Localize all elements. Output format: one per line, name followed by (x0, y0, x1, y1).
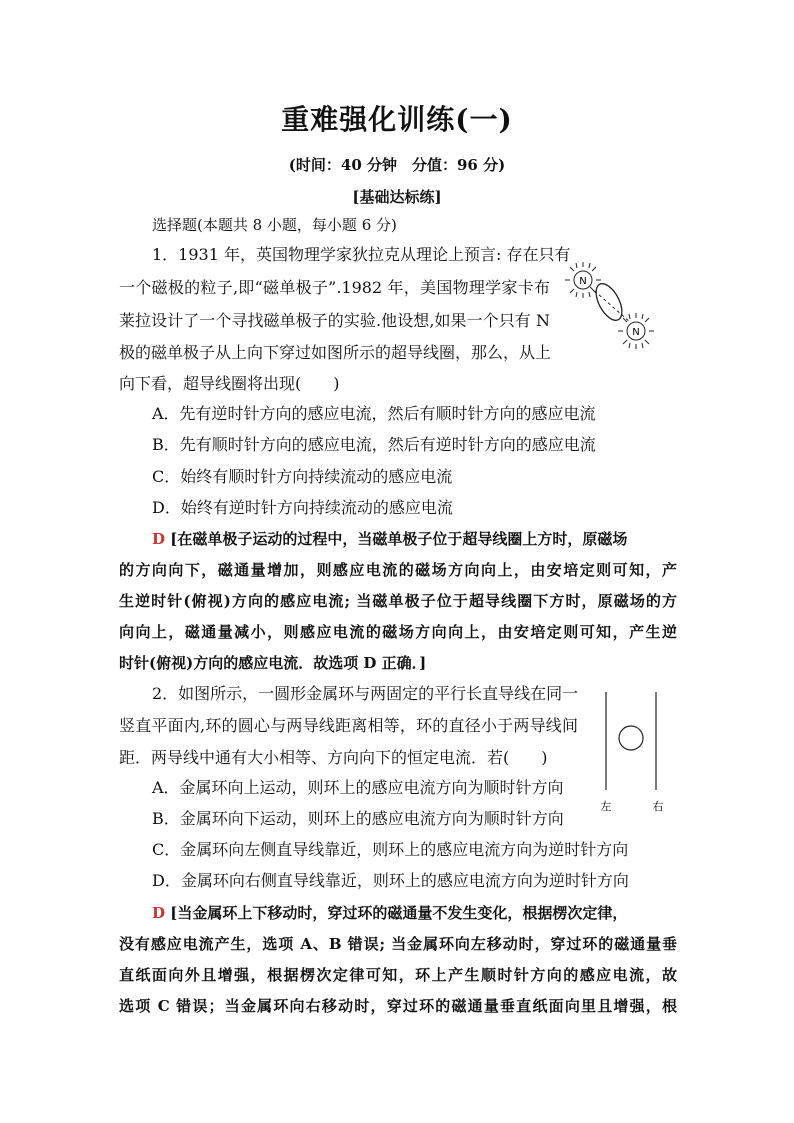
q2-stem-line: 2．如图所示，一圆形金属环与两固定的平行长直导线在同一 (152, 684, 579, 703)
q1-answer-text: [在磁单极子运动的过程中，当磁单极子位于超导线圈上方时，原磁场 (170, 530, 628, 548)
q2-stem-line: 距．两导线中通有大小相等、方向向下的恒定电流．若( ) (119, 748, 548, 767)
q1-stem-line: 极的磁单极子从上向下穿过如图所示的超导线圈，那么，从上 (119, 343, 552, 362)
q1-option-d: D．始终有逆时针方向持续流动的感应电流 (152, 498, 453, 517)
pole-label-bottom: N (632, 327, 640, 338)
q2-answer-line: 没有感应电流产生，选项 A、B 错误; 当金属环向左移动时，穿过环的磁通量垂 (119, 935, 677, 953)
q2-answer-text: [当金属环上下移动时，穿过环的磁通量不发生变化，根据楞次定律， (170, 904, 628, 922)
right-label: 右 (652, 800, 664, 813)
q1-option-b: B．先有顺时针方向的感应电流，然后有逆时针方向的感应电流 (152, 435, 596, 454)
q1-stem-line: 向下看，超导线圈将出现( ) (119, 374, 340, 393)
q1-answer-line: 的方向向下，磁通量增加，则感应电流的磁场方向向上，由安培定则可知，产 (119, 561, 677, 579)
q1-stem-line: 1．1931 年，英国物理学家狄拉克从理论上预言: 存在只有 (152, 245, 571, 264)
q1-option-a: A．先有逆时针方向的感应电流，然后有顺时针方向的感应电流 (152, 404, 596, 423)
q2-option-d: D．金属环向右侧直导线靠近，则环上的感应电流方向为逆时针方向 (152, 871, 629, 890)
q1-stem-line: 莱拉设计了一个寻找磁单极子的实验.他设想,如果一个只有 N (119, 311, 550, 330)
metal-ring (619, 726, 643, 750)
q1-answer-line: 时针(俯视)方向的感应电流．故选项 D 正确．] (119, 654, 427, 672)
q1-answer-line: 向向上，磁通量减小，则感应电流的磁场方向向上，由安培定则可知，产生逆 (119, 623, 677, 641)
q2-answer-line: 选项 C 错误；当金属环向右移动时，穿过环的磁通量垂直纸面向里且增强，根 (119, 997, 677, 1015)
q1-answer-line: 生逆时针(俯视)方向的感应电流; 当磁单极子位于超导线圈下方时，原磁场的方 (119, 592, 677, 610)
superconducting-loop (591, 280, 627, 325)
q1-stem-line: 一个磁极的粒子,即“磁单极子”.1982 年，美国物理学家卡布 (119, 278, 550, 297)
left-label: 左 (600, 800, 612, 813)
pole-label-top: N (579, 276, 587, 287)
q2-option-a: A．金属环向上运动，则环上的感应电流方向为顺时针方向 (152, 778, 564, 797)
q2-answer-line (152, 902, 627, 924)
q2-option-b: B．金属环向下运动，则环上的感应电流方向为顺时针方向 (152, 809, 564, 828)
q1-option-c: C．始终有顺时针方向持续流动的感应电流 (152, 467, 453, 486)
section-heading: [基础达标练] (352, 188, 442, 206)
time-score-info: (时间：40 分钟 分值：96 分) (288, 156, 506, 174)
q2-stem-line: 竖直平面内,环的圆心与两导线距离相等，环的直径小于两导线间 (119, 716, 578, 735)
q2-answer-line: 直纸面向外且增强，根据楞次定律可知，环上产生顺时针方向的感应电流，故 (119, 966, 677, 984)
q2-wires-figure (592, 690, 672, 818)
q1-answer-letter: D (152, 530, 166, 548)
q2-answer-letter: D (152, 904, 166, 922)
q2-option-c: C．金属环向左侧直导线靠近，则环上的感应电流方向为逆时针方向 (152, 840, 629, 859)
q1-answer-line (152, 528, 627, 550)
page-title: 重难强化训练(一) (281, 103, 513, 136)
q1-monopole-figure (562, 258, 662, 354)
choice-intro: 选择题(本题共 8 小题，每小题 6 分) (152, 216, 397, 234)
